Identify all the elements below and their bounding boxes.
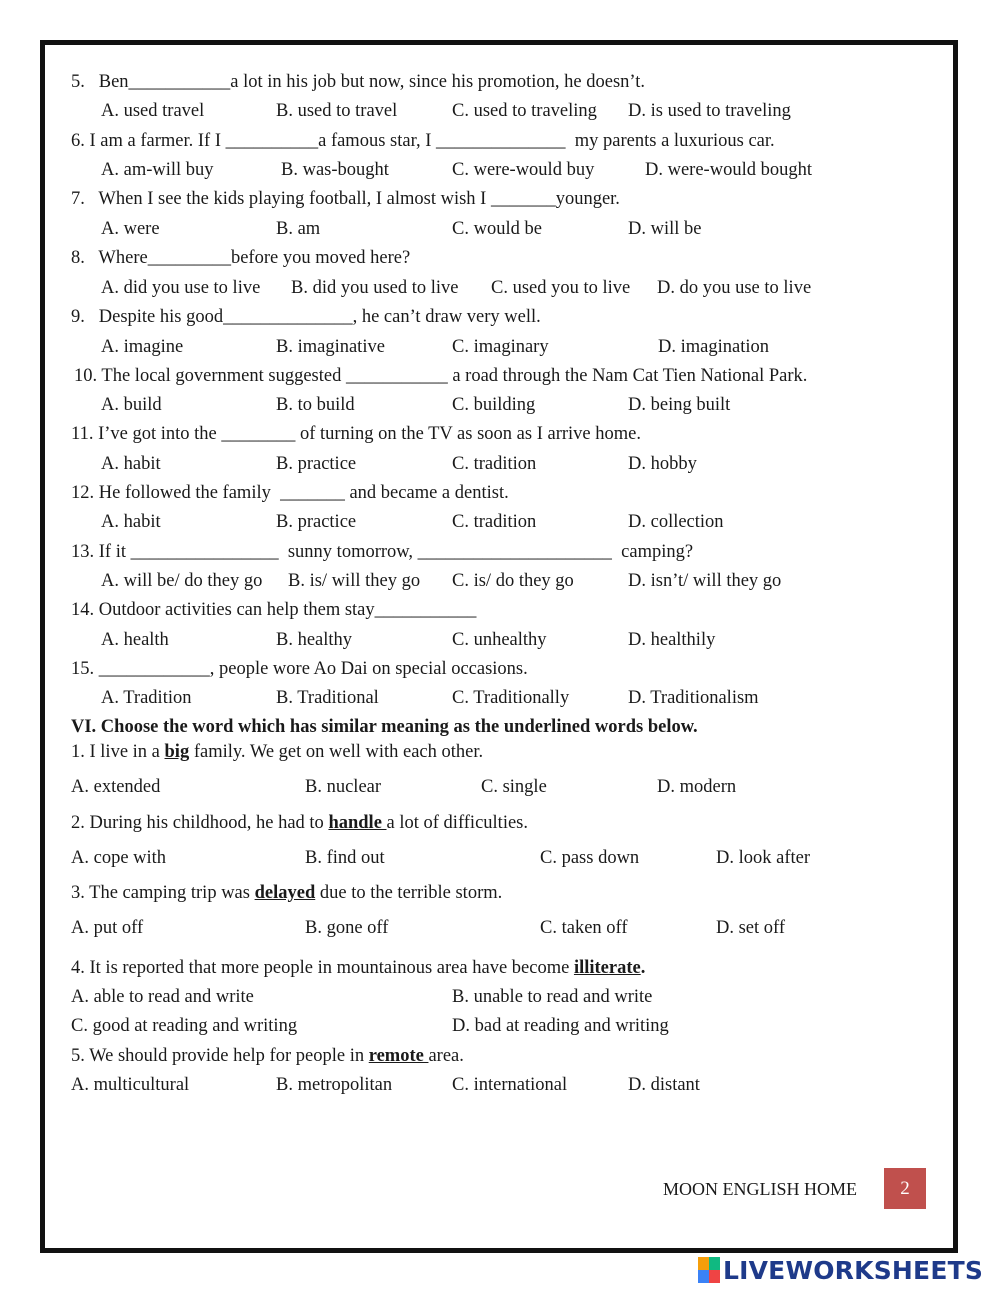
q12-option-b[interactable]: B. practice (276, 512, 357, 532)
q5-option-d[interactable]: D. is used to traveling (628, 101, 791, 121)
s6-5-option-c[interactable]: C. international (452, 1075, 568, 1095)
s6-item-5-post: area. (428, 1046, 464, 1066)
q14-option-b[interactable]: B. healthy (276, 630, 353, 650)
s6-1-option-b[interactable]: B. nuclear (305, 777, 382, 797)
q14-option-c[interactable]: C. unhealthy (452, 630, 547, 650)
q13-option-c[interactable]: C. is/ do they go (452, 571, 574, 591)
q14-option-d[interactable]: D. healthily (628, 630, 716, 650)
s6-2-option-d[interactable]: D. look after (716, 848, 811, 868)
q7-option-a[interactable]: A. were (101, 219, 160, 239)
s6-3-option-d[interactable]: D. set off (716, 918, 786, 938)
q13-option-a[interactable]: A. will be/ do they go (101, 571, 263, 591)
q13-option-d[interactable]: D. isn’t/ will they go (628, 571, 782, 591)
s6-item-5-underlined-word: remote (368, 1046, 429, 1066)
q10-option-a[interactable]: A. build (101, 395, 162, 415)
s6-1-option-d[interactable]: D. modern (657, 777, 737, 797)
q6-option-c[interactable]: C. were-would buy (452, 160, 595, 180)
q15-option-d[interactable]: D. Traditionalism (628, 688, 759, 708)
question-9-stem: 9. Despite his good______________, he can’t draw very well. (71, 307, 541, 327)
s6-item-5-stem (71, 1045, 464, 1067)
q9-option-b[interactable]: B. imaginative (276, 337, 385, 357)
s6-item-5-pre: 5. We should provide help for people in (71, 1046, 369, 1066)
q8-option-b[interactable]: B. did you used to live (291, 278, 459, 298)
s6-item-1-post: family. We get on well with each other. (189, 742, 484, 762)
q10-option-d[interactable]: D. being built (628, 395, 731, 415)
page-number-badge: 2 (884, 1168, 926, 1209)
footer-brand: MOON ENGLISH HOME (663, 1179, 857, 1199)
q5-option-c[interactable]: C. used to traveling (452, 101, 597, 121)
logo-square-2 (709, 1257, 720, 1270)
q12-option-a[interactable]: A. habit (101, 512, 161, 532)
question-10-stem: 10. The local government suggested ___________ a road through the Nam Cat Tien National Park. (74, 366, 808, 386)
logo-square-3 (698, 1270, 709, 1283)
s6-5-option-b[interactable]: B. metropolitan (276, 1075, 393, 1095)
q15-option-a[interactable]: A. Tradition (101, 688, 192, 708)
s6-1-option-c[interactable]: C. single (481, 777, 547, 797)
q8-option-d[interactable]: D. do you use to live (657, 278, 812, 298)
question-8-stem: 8. Where_________before you moved here? (71, 248, 411, 268)
s6-1-option-a[interactable]: A. extended (71, 777, 161, 797)
q11-option-a[interactable]: A. habit (101, 454, 161, 474)
s6-item-2-underlined-word: handle (328, 813, 387, 833)
s6-item-4-stem (71, 957, 645, 979)
s6-2-option-b[interactable]: B. find out (305, 848, 385, 868)
q12-option-c[interactable]: C. tradition (452, 512, 537, 532)
s6-item-4-pre: 4. It is reported that more people in mountainous area have become (71, 958, 574, 978)
logo-square-4 (709, 1270, 720, 1283)
q12-option-d[interactable]: D. collection (628, 512, 724, 532)
s6-item-4-underlined-word: illiterate (573, 958, 641, 978)
logo-square-1 (698, 1257, 709, 1270)
s6-4-option-b[interactable]: B. unable to read and write (452, 987, 653, 1007)
q9-option-c[interactable]: C. imaginary (452, 337, 549, 357)
s6-item-3-stem (71, 882, 502, 904)
s6-item-2-post: a lot of difficulties. (386, 813, 528, 833)
q7-option-c[interactable]: C. would be (452, 219, 542, 239)
q15-option-c[interactable]: C. Traditionally (452, 688, 570, 708)
liveworksheets-text: LIVEWORKSHEETS (723, 1255, 984, 1285)
s6-5-option-a[interactable]: A. multicultural (71, 1075, 190, 1095)
s6-5-option-d[interactable]: D. distant (628, 1075, 700, 1095)
s6-4-option-a[interactable]: A. able to read and write (71, 987, 254, 1007)
q5-option-b[interactable]: B. used to travel (276, 101, 398, 121)
s6-item-1-stem (71, 741, 483, 763)
q7-option-d[interactable]: D. will be (628, 219, 702, 239)
liveworksheets-watermark[interactable] (698, 1255, 983, 1285)
question-14-stem: 14. Outdoor activities can help them stay___________ (71, 600, 477, 620)
s6-item-3-pre: 3. The camping trip was (71, 883, 255, 903)
s6-item-2-pre: 2. During his childhood, he had to (71, 813, 329, 833)
question-12-stem: 12. He followed the family _______ and became a dentist. (71, 483, 509, 503)
question-5-stem: 5. Ben___________a lot in his job but now, since his promotion, he doesn’t. (71, 72, 645, 92)
q11-option-c[interactable]: C. tradition (452, 454, 537, 474)
s6-4-option-d[interactable]: D. bad at reading and writing (452, 1016, 669, 1036)
q5-option-a[interactable]: A. used travel (101, 101, 205, 121)
q13-option-b[interactable]: B. is/ will they go (288, 571, 421, 591)
q6-option-a[interactable]: A. am-will buy (101, 160, 214, 180)
q9-option-a[interactable]: A. imagine (101, 337, 184, 357)
s6-item-1-underlined-word: big (164, 742, 190, 762)
question-15-stem: 15. ____________, people wore Ao Dai on special occasions. (71, 659, 528, 679)
question-6-stem: 6. I am a farmer. If I __________a famous star, I ______________ my parents a luxurious car. (71, 131, 775, 151)
section-6-title: VI. Choose the word which has similar meaning as the underlined words below. (71, 717, 698, 737)
q14-option-a[interactable]: A. health (101, 630, 169, 650)
q10-option-b[interactable]: B. to build (276, 395, 355, 415)
s6-item-2-stem (71, 812, 528, 834)
s6-3-option-a[interactable]: A. put off (71, 918, 144, 938)
s6-item-1-pre: 1. I live in a (71, 742, 165, 762)
question-7-stem: 7. When I see the kids playing football, I almost wish I _______younger. (71, 189, 620, 209)
s6-2-option-c[interactable]: C. pass down (540, 848, 640, 868)
q6-option-b[interactable]: B. was-bought (281, 160, 389, 180)
s6-3-option-c[interactable]: C. taken off (540, 918, 628, 938)
q8-option-c[interactable]: C. used you to live (491, 278, 631, 298)
q15-option-b[interactable]: B. Traditional (276, 688, 379, 708)
s6-3-option-b[interactable]: B. gone off (305, 918, 389, 938)
question-13-stem: 13. If it ________________ sunny tomorrow, _____________________ camping? (71, 542, 694, 562)
liveworksheets-logo-icon (698, 1257, 720, 1283)
s6-2-option-a[interactable]: A. cope with (71, 848, 167, 868)
q11-option-d[interactable]: D. hobby (628, 454, 697, 474)
q11-option-b[interactable]: B. practice (276, 454, 357, 474)
q9-option-d[interactable]: D. imagination (658, 337, 769, 357)
s6-item-3-post: due to the terrible storm. (315, 883, 503, 903)
q6-option-d[interactable]: D. were-would bought (645, 160, 812, 180)
q7-option-b[interactable]: B. am (276, 219, 321, 239)
s6-item-3-underlined-word: delayed (254, 883, 316, 903)
question-11-stem: 11. I’ve got into the ________ of turning on the TV as soon as I arrive home. (71, 424, 641, 444)
s6-4-option-c[interactable]: C. good at reading and writing (71, 1016, 298, 1036)
q10-option-c[interactable]: C. building (452, 395, 536, 415)
q8-option-a[interactable]: A. did you use to live (101, 278, 261, 298)
s6-item-4-post: . (640, 958, 646, 978)
